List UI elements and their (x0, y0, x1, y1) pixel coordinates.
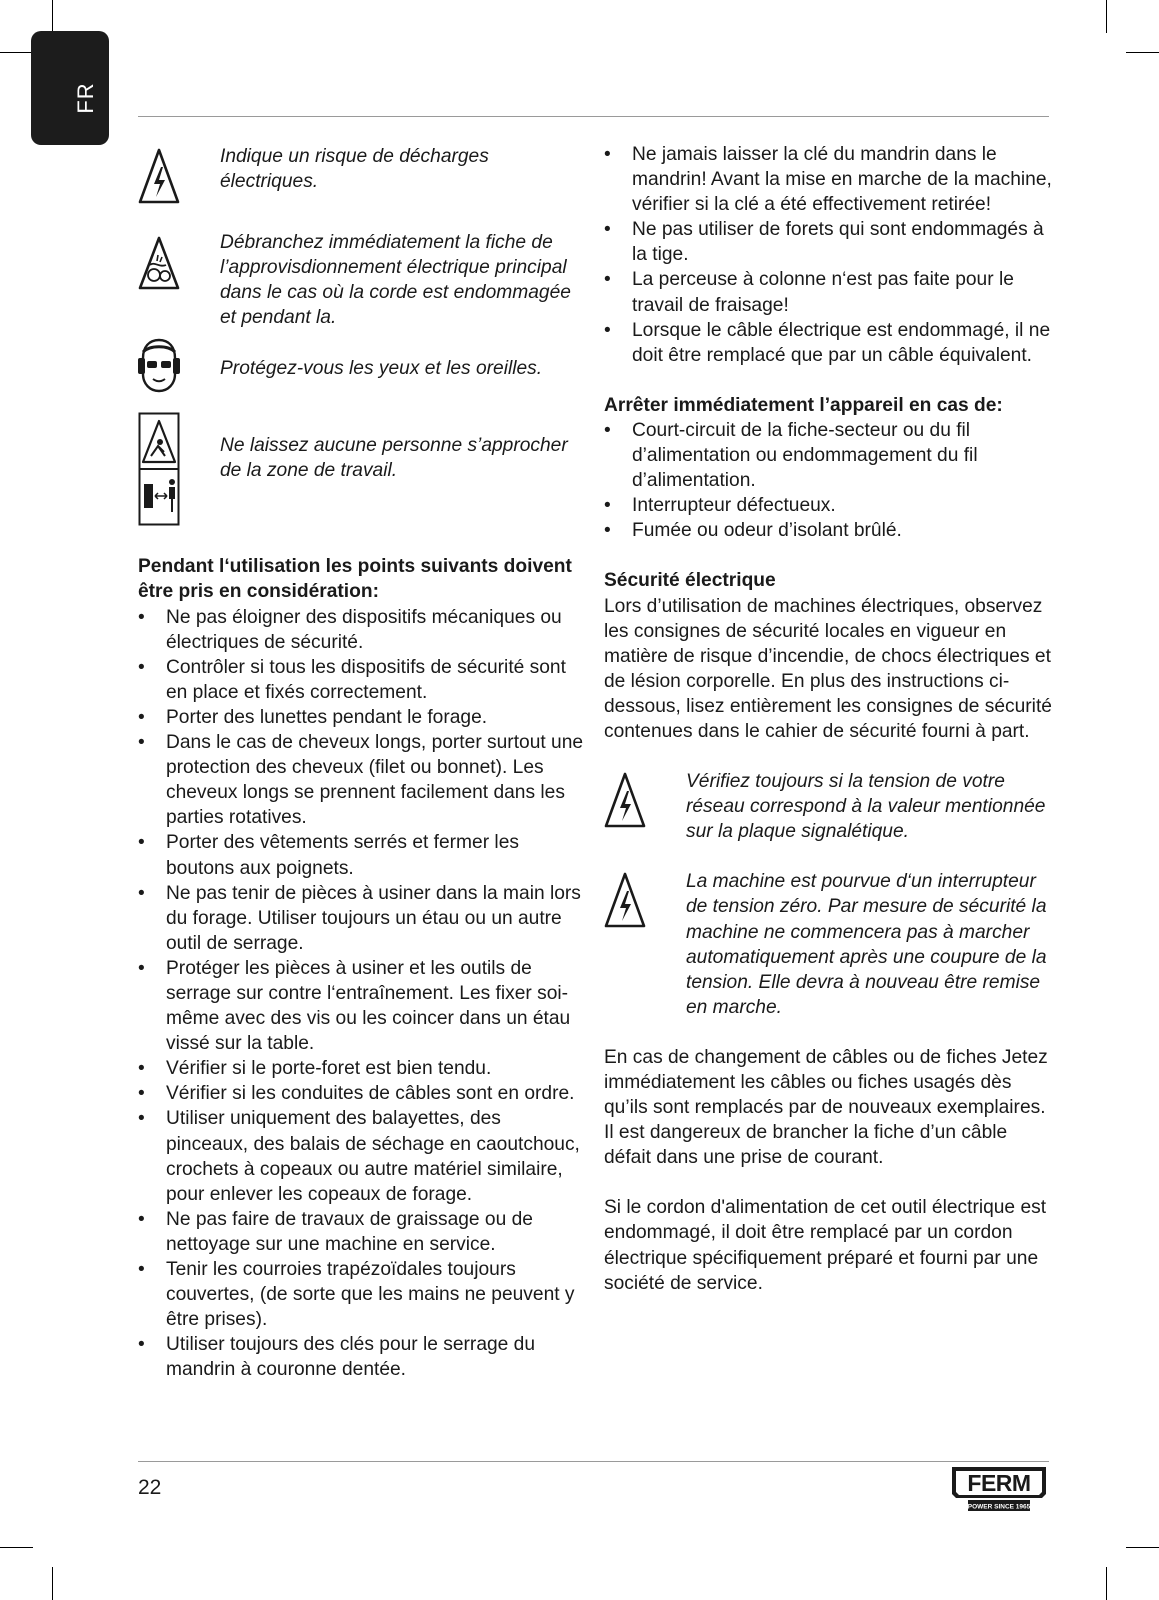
electrical-safety-heading: Sécurité électrique (604, 570, 776, 592)
list-item: • Contrôler si tous les dispositifs de sécurité sont en place et fixés correctement. (138, 655, 588, 705)
list-item: • Tenir les courroies trapézoïdales toujours couvertes, (de sorte que les mains ne peuvent y être prises). (138, 1257, 588, 1332)
list-item: • Ne pas faire de travaux de graissage ou de nettoyage sur une machine en service. (138, 1207, 588, 1257)
warning-text: Vérifiez toujours si la tension de votre réseau correspond à la valeur mentionnée sur la plaque signalétique. (686, 771, 1046, 843)
list-item: • Interrupteur défectueux. (604, 493, 1054, 518)
crop-mark (1126, 1547, 1159, 1548)
crop-mark (52, 0, 53, 33)
warning-row (138, 230, 588, 330)
crop-mark (52, 1567, 53, 1600)
top-rule (138, 116, 1049, 117)
eye-ear-protection-icon (138, 336, 180, 394)
warning-row (138, 144, 588, 205)
right-column (604, 142, 1054, 1296)
warning-text: Débranchez immédiatement la fiche de l’approvisdionnement électrique principal dans le cas où la corde est endommagée et pendant la. (220, 232, 571, 329)
electric-shock-warning-icon (604, 771, 646, 829)
electrical-safety-text: Lors d’utilisation de machines électriques, observez les consignes de sécurité locales en vigueur en matière de risque d’incendie, de chocs électriques et de lésion corporelle. En plus des instructions ci-dessous, lisez entièrement les consignes de sécurité contenues dans le cahier de sécurité fourni à part. (604, 595, 1052, 742)
stop-heading: Arrêter immédiatement l’appareil en cas de: (604, 394, 1003, 416)
list-item: • Ne jamais laisser la clé du mandrin dans le mandrin! Avant la mise en marche de la machine, vérifier si la clé a été effectivement retirée! (604, 142, 1054, 217)
warning-row (604, 769, 1054, 844)
logo-text: FERM (967, 1470, 1031, 1496)
crop-mark (1106, 1567, 1107, 1600)
warning-row (138, 412, 588, 526)
warning-text: La machine est pourvue d‘un interrupteur de tension zéro. Par mesure de sécurité la machine ne commencera pas à marcher automatiquement après une coupure de la tension. Elle devra à nouveau être remise en marche. (686, 871, 1047, 1018)
warning-row (138, 336, 588, 394)
list-item: • Porter des vêtements serrés et fermer les boutons aux poignets. (138, 830, 588, 880)
logo-tagline: POWER SINCE 1965 (967, 1503, 1031, 1511)
language-tab-label: FR (73, 82, 98, 114)
page-number: 22 (138, 1476, 162, 1499)
list-item: • La perceuse à colonne n‘est pas faite pour le travail de fraisage! (604, 267, 1054, 317)
crop-mark (1106, 0, 1107, 33)
warning-row (604, 869, 1054, 1020)
ferm-logo (948, 1464, 1050, 1516)
keep-distance-icon (138, 412, 180, 526)
list-item: • Vérifier si le porte-foret est bien tendu. (138, 1056, 588, 1081)
usage-heading: Pendant l‘utilisation les points suivants doivent être pris en considération: (138, 556, 572, 603)
list-item: • Dans le cas de cheveux longs, porter surtout une protection des cheveux (filet ou bonnet). Les cheveux longs se prennent facilement dans les parties rotatives. (138, 730, 588, 830)
list-item: • Protéger les pièces à usiner et les outils de serrage sur contre l‘entraînement. Les fixer soi-même avec des vis ou les coincer dans un étau vissé sur la table. (138, 956, 588, 1056)
list-item: • Fumée ou odeur d’isolant brûlé. (604, 518, 1054, 543)
warning-text: Protégez-vous les yeux et les oreilles. (220, 358, 543, 380)
crop-mark (0, 52, 33, 53)
cord-damage-text: Si le cordon d'alimentation de cet outil électrique est endommagé, il doit être remplacé par un cordon électrique spécifiquement préparé et fourni par une société de service. (604, 1197, 1047, 1294)
crop-mark (1126, 52, 1159, 53)
electric-shock-warning-icon (604, 871, 646, 929)
list-item: • Court-circuit de la fiche-secteur ou du fil d’alimentation ou endommagement du fil d’alimentation. (604, 418, 1054, 493)
list-item: • Utiliser toujours des clés pour le serrage du mandrin à couronne dentée. (138, 1332, 588, 1382)
list-item: • Utiliser uniquement des balayettes, des pinceaux, des balais de séchage en caoutchouc, crochets à copeaux ou autre matériel similaire, pour enlever les copeaux de forage. (138, 1106, 588, 1206)
crop-mark (0, 1547, 33, 1548)
electric-shock-warning-icon (138, 147, 180, 205)
warning-text: Ne laissez aucune personne s’approcher de la zone de travail. (220, 435, 568, 482)
list-item: • Lorsque le câble électrique est endommagé, il ne doit être remplacé que par un câble équivalent. (604, 318, 1054, 368)
cable-change-text: En cas de changement de câbles ou de fiches Jetez immédiatement les câbles ou fiches usagés dès qu’ils sont remplacés par de nouveaux exemplaires. Il est dangereux de brancher la fiche d’un câble défait dans une prise de courant. (604, 1046, 1048, 1169)
list-item: • Vérifier si les conduites de câbles sont en ordre. (138, 1081, 588, 1106)
list-item: • Porter des lunettes pendant le forage. (138, 705, 588, 730)
list-item: • Ne pas tenir de pièces à usiner dans la main lors du forage. Utiliser toujours un étau ou un autre outil de serrage. (138, 881, 588, 956)
list-item: • Ne pas éloigner des dispositifs mécaniques ou électriques de sécurité. (138, 605, 588, 655)
list-item: • Ne pas utiliser de forets qui sont endommagés à la tige. (604, 217, 1054, 267)
usage-list (138, 605, 588, 1383)
stop-list (604, 418, 1054, 543)
damaged-cord-warning-icon (138, 235, 180, 291)
safety-list (604, 142, 1054, 368)
left-column (138, 142, 588, 1382)
warning-text: Indique un risque de décharges électriques. (220, 146, 489, 193)
bottom-rule (138, 1461, 1049, 1462)
